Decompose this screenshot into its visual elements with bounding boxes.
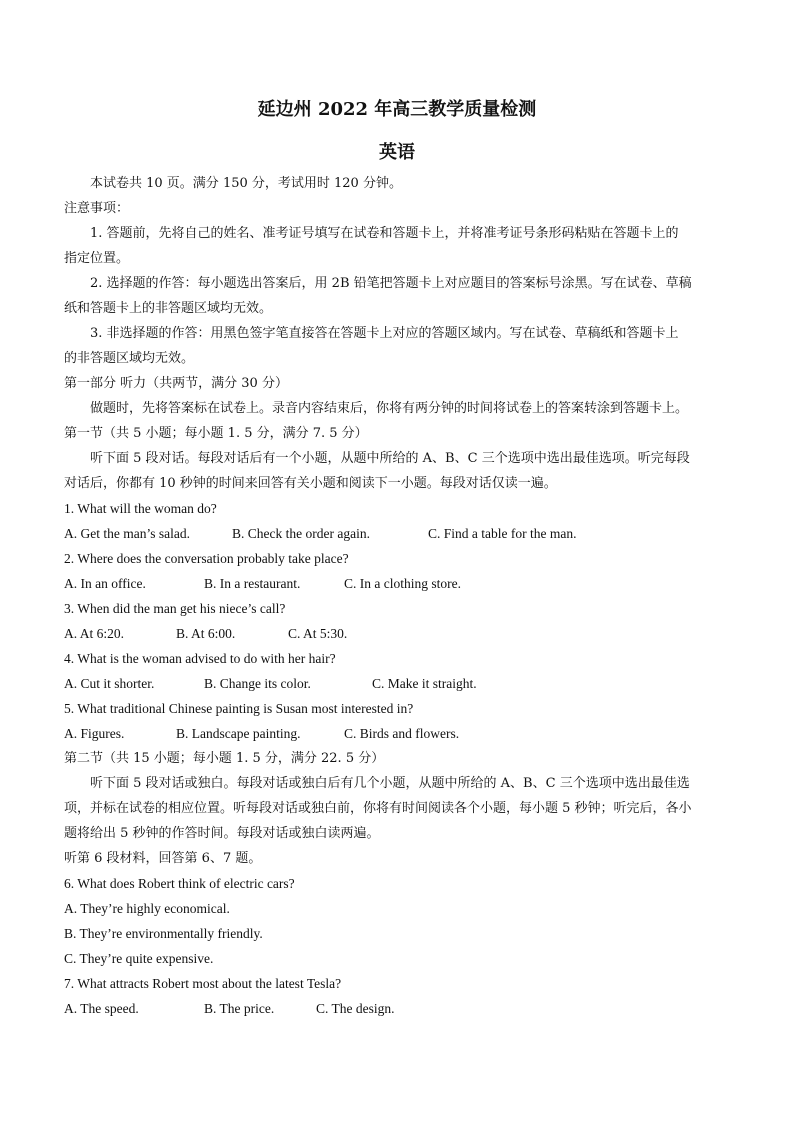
option-b: B. In a restaurant. [204, 576, 301, 591]
section2-directions-cont2: 题将给出 5 秒钟的作答时间。每段对话或独白读两遍。 [64, 826, 380, 841]
section2-directions-cont: 项，并标在试卷的相应位置。听每段对话或独白前，你将有时间阅读各个小题，每小题 5 秒钟；听完后，各小 [64, 801, 692, 816]
option-a: A. At 6:20. [64, 626, 125, 641]
option-a: A. The speed. [64, 1001, 139, 1016]
question-6: 6. What does Robert think of electric cars? [64, 876, 295, 891]
option-c: C. The design. [316, 1001, 395, 1016]
question-7: 7. What attracts Robert most about the latest Tesla? [64, 976, 342, 991]
note-2-cont: 纸和答题卡上的非答题区域均无效。 [64, 301, 273, 316]
note-3: 3. 非选择题的作答：用黑色签字笔直接答在答题卡上对应的答题区域内。写在试卷、草稿纸和答题卡上 [90, 326, 679, 341]
option-b: B. Check the order again. [232, 526, 370, 541]
exam-title: 延边州 2022 年高三教学质量检测 [257, 99, 537, 120]
part1-heading: 第一部分 听力（共两节，满分 30 分） [64, 376, 288, 391]
section1-directions-cont: 对话后，你都有 10 秒钟的时间来回答有关小题和阅读下一小题。每段对话仅读一遍。 [64, 476, 557, 491]
note-1: 1. 答题前，先将自己的姓名、准考证号填写在试卷和答题卡上，并将准考证号条形码粘贴在答题卡上的 [90, 226, 679, 241]
option-b: B. At 6:00. [176, 626, 236, 641]
section2-heading: 第二节（共 15 小题；每小题 1. 5 分，满分 22. 5 分） [64, 751, 385, 766]
question-2: 2. Where does the conversation probably take place? [64, 551, 349, 566]
option-b: B. Change its color. [204, 676, 311, 691]
question-4: 4. What is the woman advised to do with her hair? [64, 651, 336, 666]
option-b: B. Landscape painting. [176, 726, 301, 741]
note-3-cont: 的非答题区域均无效。 [64, 351, 195, 366]
section2-directions: 听下面 5 段对话或独白。每段对话或独白后有几个小题，从题中所给的 A、B、C 三个选项中选出最佳选 [90, 776, 690, 791]
question-1: 1. What will the woman do? [64, 501, 217, 516]
option-c: C. Find a table for the man. [428, 526, 577, 541]
option-c: C. In a clothing store. [344, 576, 461, 591]
note-1-cont: 指定位置。 [64, 251, 130, 266]
option-a: A. Get the man’s salad. [64, 526, 190, 541]
option-a: A. In an office. [64, 576, 146, 591]
option-a: A. Cut it shorter. [64, 676, 155, 691]
option-c: C. Birds and flowers. [344, 726, 460, 741]
option-a: A. Figures. [64, 726, 125, 741]
part1-instruction: 做题时，先将答案标在试卷上。录音内容结束后，你将有两分钟的时间将试卷上的答案转涂到答题卡上。 [90, 401, 689, 416]
question-6-option-a: A. They’re highly economical. [64, 901, 230, 916]
question-5: 5. What traditional Chinese painting is Susan most interested in? [64, 701, 414, 716]
section1-heading: 第一节（共 5 小题；每小题 1. 5 分，满分 7. 5 分） [64, 426, 368, 441]
option-c: C. At 5:30. [288, 626, 348, 641]
question-6-option-c: C. They’re quite expensive. [64, 951, 214, 966]
material-6-heading: 听第 6 段材料，回答第 6、7 题。 [64, 851, 262, 866]
option-b: B. The price. [204, 1001, 275, 1016]
subject-title: 英语 [379, 142, 415, 163]
question-3: 3. When did the man get his niece’s call? [64, 601, 286, 616]
section1-directions: 听下面 5 段对话。每段对话后有一个小题，从题中所给的 A、B、C 三个选项中选出最佳选项。听完每段 [90, 451, 690, 466]
exam-info: 本试卷共 10 页。满分 150 分，考试用时 120 分钟。 [90, 176, 402, 191]
question-6-option-b: B. They’re environmentally friendly. [64, 926, 263, 941]
option-c: C. Make it straight. [372, 676, 477, 691]
notes-heading: 注意事项： [64, 201, 130, 216]
note-2: 2. 选择题的作答：每小题选出答案后，用 2B 铅笔把答题卡上对应题目的答案标号涂黑。写在试卷、草稿 [90, 276, 692, 291]
